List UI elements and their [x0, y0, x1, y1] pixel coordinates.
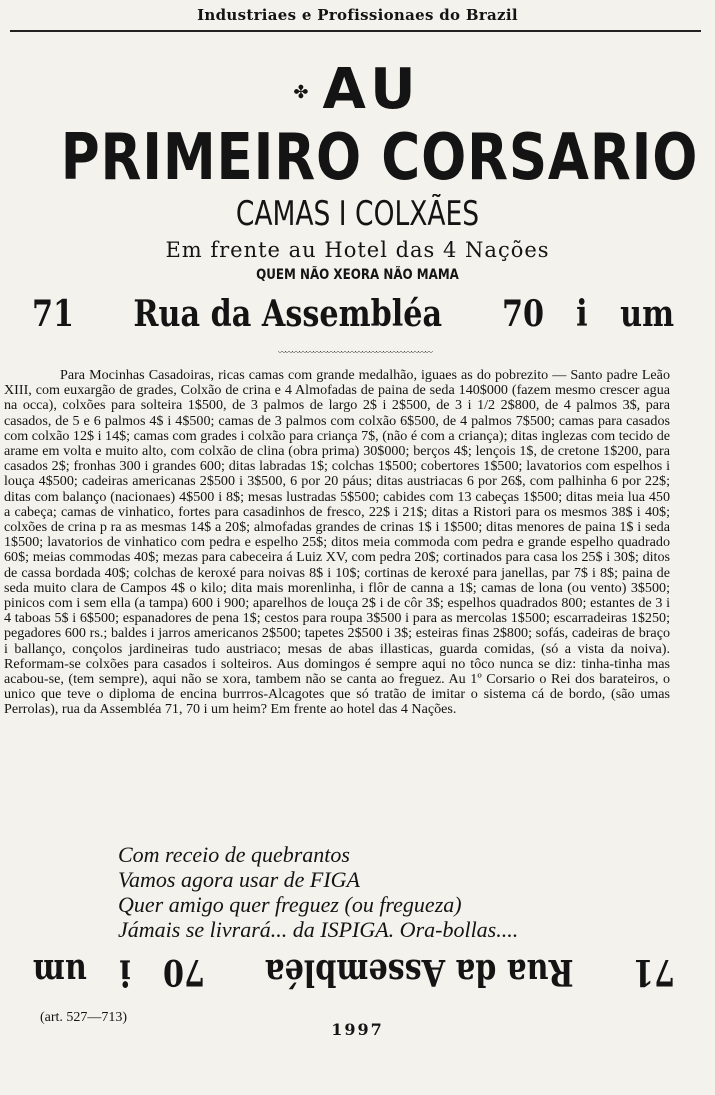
- ad-au-heading: [0, 57, 715, 123]
- header-rule: [10, 30, 701, 32]
- ad-address: [28, 286, 679, 342]
- poem-line: Jámais se livrará... da ISPIGA. Ora-bollas....: [118, 917, 519, 942]
- ad-body: [4, 368, 670, 718]
- inverted-word: um: [33, 951, 88, 993]
- inverted-street: Rua da Assembléa: [264, 951, 574, 993]
- ornament-icon: ✤: [293, 81, 309, 103]
- ad-poem: [118, 842, 518, 942]
- address-conjunction: i: [575, 293, 588, 335]
- ad-address-inverted: [28, 944, 679, 1000]
- page-number: 1997: [331, 1020, 384, 1039]
- wavy-divider: 〰〰〰〰〰〰〰〰〰〰〰〰〰〰〰〰〰〰〰〰〰〰: [278, 350, 432, 356]
- ad-title: PRIMEIRO CORSARIO: [60, 121, 699, 195]
- address-number-1: 71: [32, 293, 75, 335]
- ad-body-paragraph: Para Mocinhas Casadoiras, ricas camas com grande medalhão, iguaes as do pobrezito — Santo padre Leão XIII, com euxargão de grades, Colxão de crina e 4 Almofadas de paina de seda 140$000 (fazem mesmo crescer agua na occa), colxões para solteira 1$500, de 3 palmos de largo 2$ i 2$500, de 3 i 1/2 2$800, de 4 palmos 3$, para casados, de 5 e 6 palmos 4$ i 4$500; camas de 3 palmos com colxão 6$500, de 4 palmos 7$500; camas para casados com colxão 12$ i 14$; camas com grades i colxão para criança 7$, (não é com a criança); ditas inglezas com tecido de arame em volta e muito alto, com colxão de clina (obra prima) 30$000; berços 4$; lençois 1$, de cretone 1$200, para casados 2$; fronhas 300 i grandes 600; ditas labradas 1$; colchas 1$500; cobertores 1$500; lavatorios com espelhos i louça 4$500; cadeiras americanas 2$500 i 3$500, 6 por 20 páus; ditas austriacas 6 por 26$, com palhinha 6 por 22$; ditas com balanço (nacionaes) 4$500 i 8$; mesas lustradas 5$500; cabides com 13 cabeças 1$500; ditas meia lua 450 a cabeça; camas de vinhatico, fortes para casadinhos de fresco, 22$ i 21$; ditas a Ristori para os mesmos 38$ i 40$; colxões de crina p ra as mesmas 14$ a 20$; almofadas grandes de crinas 1$ i 1$500; ditas menores de paina 1$ i seda 1$500; lavatorios de vinhatico com pedra e espelho 25$; ditos meia commoda com pedra e grande espelho quadrado 60$; meias commodas 40$; mezas para cabeceira á Luiz XV, com pedra 20$; cortinados para casa los 25$ i 30$; ditos de cassa bordada 40$; colchas de keroxé para noivas 8$ i 10$; cortinas de keroxé para janellas, par 7$ i 8$; paina de seda muito clara de Campos 4$ o kilo; dita mais morenlinha, i flôr de canna a 1$; camas de lona (ou vento) 3$500; pinicos com i sem ella (a tampa) 600 i 900; aparelhos de louça 2$ i de côr 3$; espelhos quadrados 800; estantes de 3 i 4 taboas 5$ i 6$500; espanadores de pena 1$; cestos para roupa 3$500 i para as mercolas 1$500; escarradeiras 1$250; pegadores 600 rs.; baldes i jarros americanos 2$500; tapetes 2$500 i 3$; esteiras finas 2$800; sofás, cadeiras de braço i ballanço, conçolos jardineiras tudo austriaco; mesas de abas illasticas, guarda comidas, (só a vista da noiva). Reformam-se colxões para casados i solteiros. Aus domingos é sempre aqui no tôco nunca se diz: tinha-tinha mas acabou-se, (tem sempre), aqui não se xora, tambem não se canta ao freguez. Au 1º Corsario o Rei dos barateiros, o unico que teve o diploma de encina burrros-Alcagotes que só tratão de imitar o sistema cá de bordo, (são umas Perrolas), rua da Assembléa 71, 70 i um heim? Em frente ao hotel das 4 Nações.: [4, 367, 670, 718]
- inverted-conjunction: i: [119, 951, 132, 993]
- ad-subtitle: CAMAS I COLXÃES: [235, 194, 480, 234]
- poem-line: Quer amigo quer freguez (ou fregueza): [118, 892, 462, 917]
- inverted-number-2: 70: [162, 951, 205, 993]
- article-reference: (art. 527—713): [40, 1010, 128, 1025]
- address-street: Rua da Assembléa: [133, 293, 443, 335]
- address-number-2: 70: [502, 293, 545, 335]
- inverted-number-1: 71: [632, 951, 675, 993]
- ad-location: Em frente au Hotel das 4 Nações: [165, 238, 550, 262]
- address-word: um: [619, 293, 674, 335]
- ad-motto: QUEM NÃO XEORA NÃO MAMA: [256, 267, 459, 283]
- au-text: AU: [322, 57, 422, 122]
- running-header: Industriaes e Profissionaes do Brazil: [197, 6, 518, 24]
- poem-line: Vamos agora usar de FIGA: [118, 867, 360, 892]
- poem-line: Com receio de quebrantos: [118, 842, 350, 867]
